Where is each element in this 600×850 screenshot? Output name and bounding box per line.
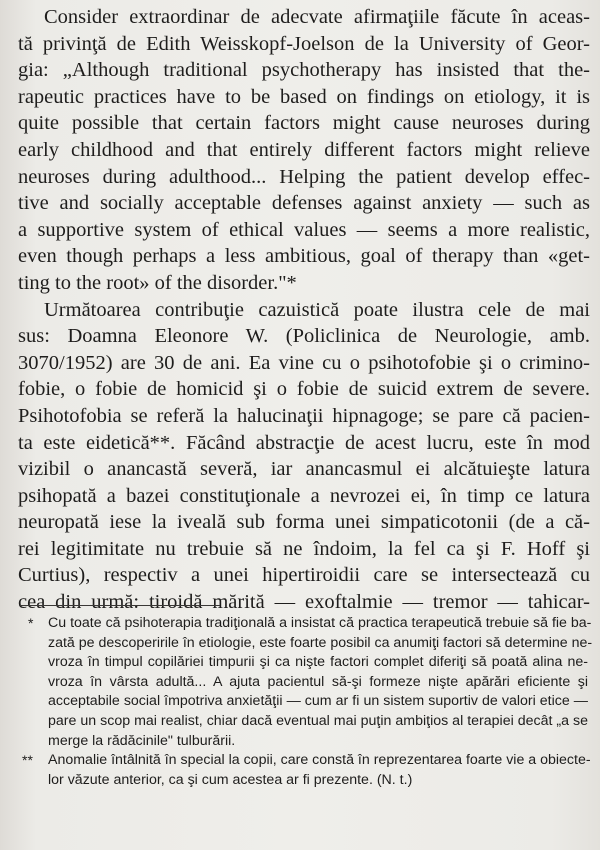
text-line: Următoarea contribuţie cazuistică poate ilustra cele de mai — [44, 298, 590, 321]
footnotes — [0, 614, 600, 790]
paragraph-quote — [18, 4, 590, 297]
footnote-line: lor văzute anterior, ca şi cum acestea ar fi prezente. (N. t.) — [48, 771, 413, 788]
footnote-line: zată pe descoperirile în etiologie, este foarte posibil ca anumiţi factori să determine ne- — [48, 634, 593, 651]
text-line: tive and socially acceptable defenses against anxiety — such as — [18, 192, 590, 215]
footnote-line: acceptabile social împotriva anxietăţii — cum ar fi un sistem suportiv de valori etice — — [48, 693, 588, 710]
text-line: even though perhaps a less ambitious, goal of therapy than «get- — [18, 245, 590, 268]
text-line: rapeutic practices have to be based on findings on etiology, it is — [18, 85, 590, 108]
body-text — [18, 4, 590, 616]
text-line: neuroses during adulthood... Helping the patient develop effec- — [18, 165, 590, 188]
footnote-line: pare un scop mai realist, chiar dacă eventual mai puţin ambiţios al terapiei decât „a se — [48, 712, 588, 729]
text-line: ting to the root» of the disorder."* — [18, 271, 297, 294]
text-line: a supportive system of ethical values — seems a more realistic, — [18, 218, 590, 241]
footnote-line: Anomalie întâlnită în special la copii, care constă în reprezentarea foarte vie a obiecte- — [48, 752, 591, 769]
text-line: 3070/1952) are 30 de ani. Ea vine cu o psihotofobie şi o crimino- — [18, 351, 590, 374]
text-line: psihopată a bazei constituţionale a nevrozei ei, în timp ce latura — [18, 484, 590, 507]
text-line: Curtius), respectiv a unei hipertiroidii care se intersectează cu — [18, 564, 590, 587]
footnote-line: Cu toate că psihoterapia tradiţională a insistat că practica terapeutică trebuie să fie ba- — [48, 615, 592, 631]
paragraph-case-study — [18, 297, 590, 616]
footnote-marker: ** — [22, 752, 33, 769]
text-line: tă privinţă de Edith Weisskopf-Joelson de la University of Geor- — [18, 32, 590, 55]
text-line: cea din urmă: tiroidă mărită — exoftalmie — tremor — tahicar- — [18, 591, 590, 614]
footnote-1 — [0, 614, 600, 751]
text-line: Consider extraordinar de adecvate afirmaţiile făcute în aceas- — [44, 6, 590, 28]
text-line: gia: „Although traditional psychotherapy has insisted that the- — [18, 59, 590, 82]
text-line: vizibil o anancastă severă, iar anancasmul ei alcătuieşte latura — [18, 458, 590, 481]
text-line: ta este eidetică**. Făcând abstracţie de acest lucru, este în mod — [18, 431, 590, 454]
text-line: rei legitimitate nu trebuie să ne îndoim, la fel ca şi F. Hoff şi — [18, 537, 590, 560]
footnote-line: vroza în vârsta adultă... A ajuta pacientul să-şi formeze nişte apărări eficiente şi — [48, 673, 588, 690]
text-line: Psihotofobia se referă la halucinaţii hipnagoge; se pare că pacien- — [18, 404, 590, 427]
text-line: sus: Doamna Eleonore W. (Policlinica de Neurologie, amb. — [18, 325, 590, 348]
text-line: early childhood and that entirely different factors might relieve — [18, 138, 590, 161]
footnote-line: merge la rădăcinile" tulburării. — [48, 732, 236, 749]
footnote-2 — [0, 751, 600, 790]
footnote-divider — [20, 605, 220, 606]
text-line: fobie, o fobie de homicid şi o fobie de suicid extrem de severe. — [18, 378, 590, 401]
footnote-line: vroza în timpul copilăriei timpurii şi ca nişte factori complet diferiţi să poată alina ne- — [48, 654, 588, 671]
text-line: neuropată iese la iveală sub forma unei simpaticotonii (de a că- — [18, 511, 590, 534]
text-line: quite possible that certain factors might cause neuroses during — [18, 112, 590, 135]
footnote-marker: * — [28, 615, 34, 631]
